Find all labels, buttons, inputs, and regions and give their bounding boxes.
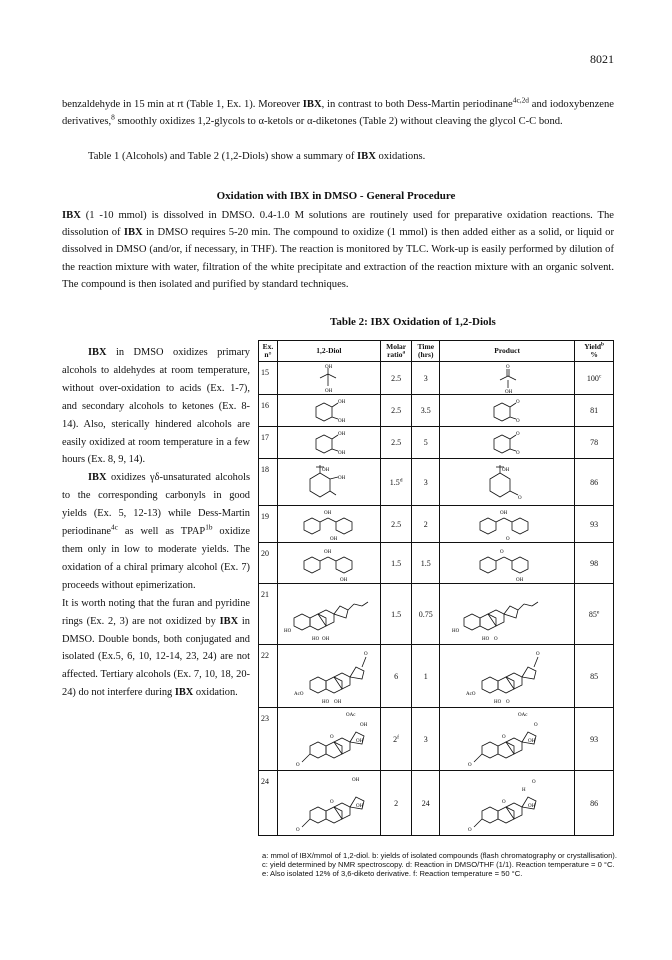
table-row (259, 771, 614, 836)
row-yield: 86 (575, 459, 614, 506)
product-structure (440, 584, 575, 645)
header-time: Time (hrs) (412, 341, 440, 362)
oh-label: OH (323, 550, 332, 555)
row-ratio: 6 (380, 645, 412, 708)
table-footnote: a: mmol of IBX/mmol of 1,2-diol. b: yields of isolated compounds (flash chromatography or crystallisation). c: yield determined by NMR spectroscopy. d: Reaction in DMSO/THF (1/1). Reaction temperature = 0 °C. e: Also isolated 12% of 3,6-diketo derivative. f: Reaction temperature = 50 °C. (262, 851, 617, 879)
oh-label: OH (339, 578, 348, 583)
table-row (259, 362, 614, 395)
oh-label: OH (337, 400, 346, 405)
ho-label: HO (452, 629, 460, 634)
diol-structure (277, 506, 380, 543)
oh-label: OH (528, 739, 536, 744)
row-time: 3 (412, 459, 440, 506)
o-label: O (534, 723, 538, 728)
oac-label: OAc (518, 713, 528, 718)
product-structure (440, 362, 575, 395)
ho-label: HO (311, 637, 320, 642)
ho-label: HO (482, 637, 490, 642)
left-paragraph-2: IBX oxidizes γδ-unsaturated alcohols to the corresponding carbonyls in good yields (Ex. 5, 12-13) while Dess-Martin periodinane$^{4c}$ as well as $TPAP^{1b}$ oxidize them only in low to moderate yields. The oxidation of a chiral primary alcohol (Ex. 7) proceeds without epimerization. (62, 472, 251, 591)
oh-label: OH (337, 451, 346, 456)
oh-label: OH (337, 432, 346, 437)
row-yield: 93 (575, 708, 614, 771)
oh-label: OH (500, 511, 508, 516)
o-label: O (516, 451, 520, 456)
row-time: 3 (412, 708, 440, 771)
oh-label: OH (333, 700, 342, 705)
oh-label: OH (516, 578, 524, 583)
oh-label: OH (321, 637, 330, 642)
oh-label: OH (351, 778, 360, 783)
row-time: 1.5 (412, 543, 440, 584)
row-ex: 22 (259, 645, 278, 708)
o-label: O (468, 763, 472, 768)
diol-structure (277, 645, 380, 708)
oh-label: OH (337, 419, 346, 424)
row-ratio: 2.5 (380, 506, 412, 543)
diol-structure (277, 708, 380, 771)
o-label: O (506, 365, 510, 370)
header-diol: 1,2-Diol (277, 341, 380, 362)
product-structure (440, 395, 575, 427)
oh-label: OH (329, 537, 338, 542)
o-label: O (295, 763, 300, 768)
diol-structure (277, 584, 380, 645)
row-ex: 15 (259, 362, 278, 395)
table-row (259, 506, 614, 543)
row-ratio: 2.5 (380, 362, 412, 395)
row-time: 3.5 (412, 395, 440, 427)
o-label: O (494, 637, 498, 642)
row-yield: 85e (575, 584, 614, 645)
row-ratio: 2.5 (380, 427, 412, 459)
oh-label: OH (337, 476, 346, 481)
o-label: O (516, 432, 520, 437)
oh-label: OH (323, 511, 332, 516)
diol-structure (277, 395, 380, 427)
ho-label: HO (321, 700, 330, 705)
diol-oxidation-table (258, 340, 614, 836)
row-ratio: 1.5 (380, 584, 412, 645)
section-heading: Oxidation with IBX in DMSO - General Procedure (216, 190, 456, 202)
row-ratio: 2$^f$ (380, 708, 412, 771)
diol-structure (277, 771, 380, 836)
table-row (259, 584, 614, 645)
product-structure (440, 771, 575, 836)
row-ex: 17 (259, 427, 278, 459)
row-ex: 20 (259, 543, 278, 584)
row-yield: 78 (575, 427, 614, 459)
row-ex: 19 (259, 506, 278, 543)
row-time: 24 (412, 771, 440, 836)
row-ex: 24 (259, 771, 278, 836)
product-structure (440, 459, 575, 506)
paragraph-2: Table 1 (Alcohols) and Table 2 (1,2-Diols) show a summary of IBX oxidations. (88, 151, 426, 162)
oac-label: OAc (345, 713, 356, 718)
product-structure (440, 645, 575, 708)
diol-structure (277, 427, 380, 459)
row-time: 2 (412, 506, 440, 543)
o-label: O (502, 800, 506, 805)
diol-structure (277, 459, 380, 506)
row-ratio: 2.5 (380, 395, 412, 427)
o-label: O (518, 496, 522, 501)
o-label: O (468, 828, 472, 833)
o-label: O (536, 652, 540, 657)
row-time: 3 (412, 362, 440, 395)
left-paragraph-1: IBX in DMSO oxidizes primary alcohols to aldehydes at room temperature, without over-oxidation to acids (Ex. 1-7), and secondary alcohols to ketones (Ex. 8-14). Also, sterically hindered alcohols are easily oxidized at room temperature in a few hours (Ex. 8, 9, 14). (62, 347, 250, 466)
oh-label: OH (355, 739, 364, 744)
ho-label: HO (494, 700, 502, 705)
oh-label: OH (324, 389, 333, 394)
row-ex: 21 (259, 584, 278, 645)
o-label: O (516, 419, 520, 424)
row-ex: 23 (259, 708, 278, 771)
header-product: Product (440, 341, 575, 362)
row-yield: 93 (575, 506, 614, 543)
aco-label: AcO (466, 692, 476, 697)
row-ex: 18 (259, 459, 278, 506)
row-ratio: 1.5 (380, 543, 412, 584)
row-yield: 86 (575, 771, 614, 836)
row-time: 5 (412, 427, 440, 459)
row-ratio: 1.5$^d$ (380, 459, 412, 506)
o-label: O (363, 652, 368, 657)
o-label: O (329, 800, 334, 805)
o-label: O (532, 780, 536, 785)
table-header-row (259, 341, 614, 362)
oh-label: OH (324, 365, 333, 370)
aco-label: AcO (293, 692, 304, 697)
o-label: O (500, 550, 504, 555)
paragraph-1: benzaldehyde in 15 min at rt (Table 1, Ex. 1). Moreover IBX, in contrast to both Dess-Martin periodinane$^{4c,2d}$ and iodoxybenzene derivatives,$^8$ smoothly oxidizes 1,2-glycols to α-ketols or α-diketones (Table 2) without cleaving the glycol C-C bond. (62, 95, 614, 128)
table-title: Table 2: IBX Oxidation of 1,2-Diols (330, 316, 496, 328)
o-label: O (516, 400, 520, 405)
header-ex: Ex. n° (259, 341, 278, 362)
row-ratio: 2 (380, 771, 412, 836)
table-row (259, 708, 614, 771)
product-structure (440, 543, 575, 584)
left-column-text (62, 344, 250, 702)
procedure-paragraph: IBX (1 -10 mmol) is dissolved in DMSO. 0.4-1.0 M solutions are routinely used for preparative oxidation reactions. The dissolution of IBX in DMSO requires 5-20 min. The compound to oxidize (1 mmol) is then added either as a solid, or liquid or dissolved in DMSO (and/or, if necessary, in THF). The reaction is monitored by TLC. Work-up is easily performed by dilution of the reaction mixture with water, filtration of the white precipitate and extraction of the reaction mixture with an organic solvent. The compound is then isolated and purified by standard techniques. (62, 210, 615, 290)
o-label: O (329, 735, 334, 740)
diol-structure (277, 362, 380, 395)
row-time: 1 (412, 645, 440, 708)
table-row (259, 459, 614, 506)
page-number: 8021 (590, 52, 614, 66)
row-ex: 16 (259, 395, 278, 427)
o-label: O (295, 828, 300, 833)
header-yield: Yield$^b$ % (575, 341, 614, 362)
o-label: O (502, 735, 506, 740)
h-label: H (522, 788, 526, 793)
o-label: O (506, 700, 510, 705)
oh-label: OH (359, 723, 368, 728)
product-structure (440, 708, 575, 771)
ho-label: HO (283, 629, 292, 634)
table-row (259, 427, 614, 459)
left-paragraph-3: It is worth noting that the furan and pyridine rings (Ex. 2, 3) are not oxidized by IBX in DMSO. Double bonds, both conjugated and isolated (Ex.5, 6, 10, 12-14, 23, 24) are not affected. Tertiary alcohols (Ex. 7, 10, 18, 20-24) do not interfere during IBX oxidation. (62, 597, 250, 699)
row-yield: 85 (575, 645, 614, 708)
o-label: O (506, 537, 510, 542)
table-row (259, 543, 614, 584)
header-molar: Molar ratio$^a$ (380, 341, 412, 362)
row-yield: 81 (575, 395, 614, 427)
oh-label: OH (321, 468, 330, 473)
table-row (259, 395, 614, 427)
oh-label: OH (505, 390, 513, 394)
row-time: 0.75 (412, 584, 440, 645)
oh-label: OH (528, 804, 536, 809)
product-structure (440, 506, 575, 543)
row-yield: 98 (575, 543, 614, 584)
oh-label: OH (355, 804, 364, 809)
table-row (259, 645, 614, 708)
diol-structure (277, 543, 380, 584)
product-structure (440, 427, 575, 459)
row-yield: 100$^c$ (575, 362, 614, 395)
oh-label: OH (502, 468, 510, 473)
